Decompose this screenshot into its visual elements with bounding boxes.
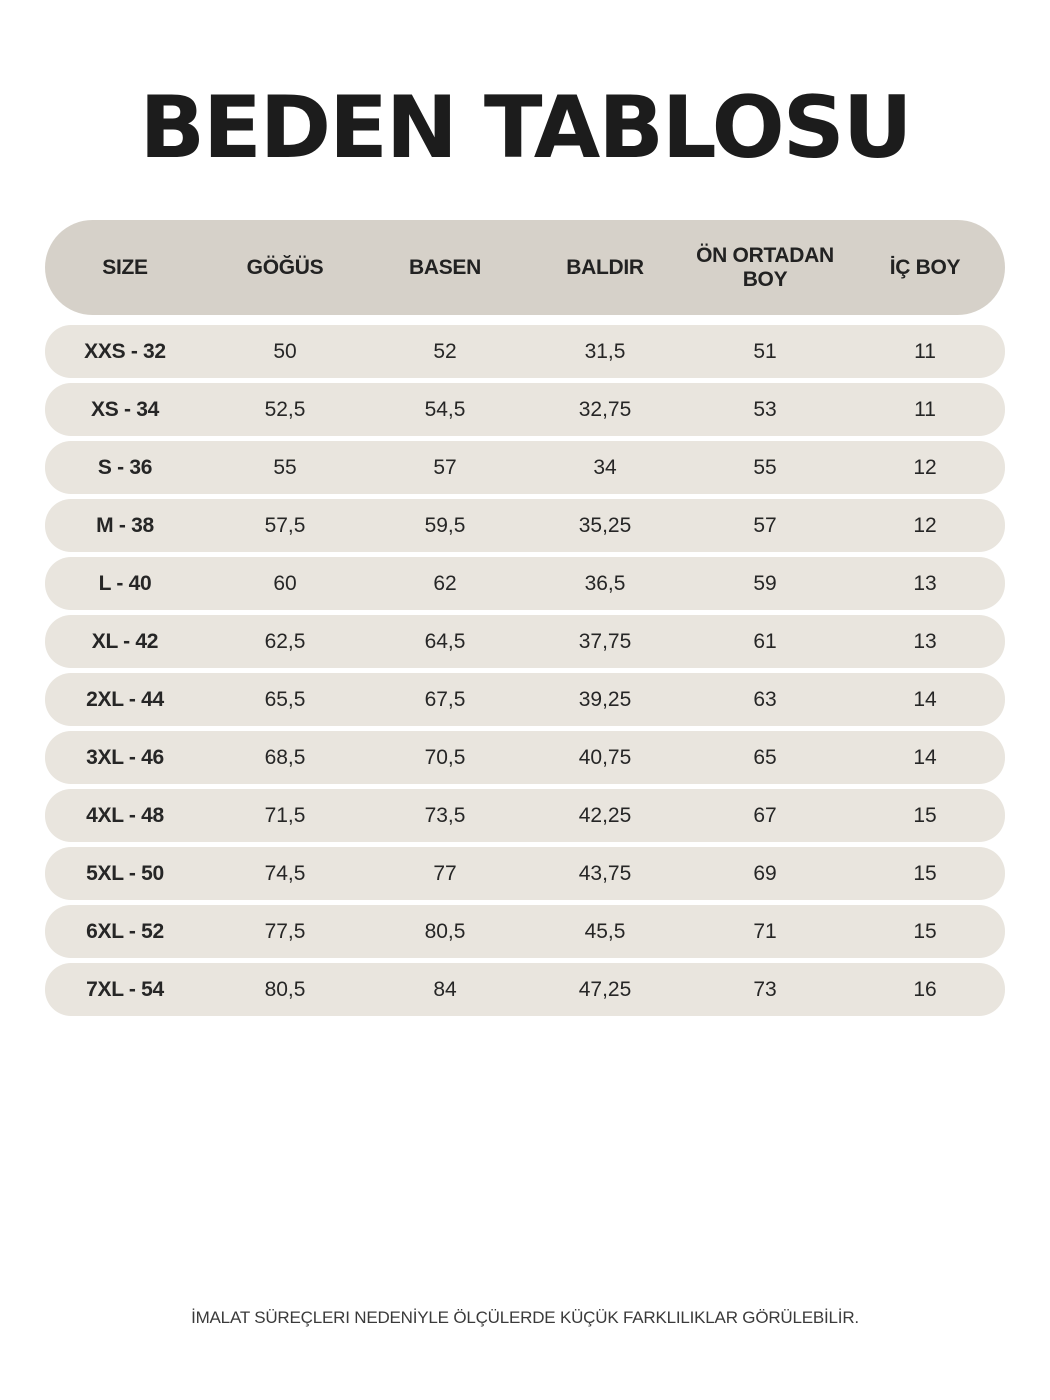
cell-on-ortadan-boy: 59 (753, 571, 777, 595)
cell-baldir: 32,75 (578, 397, 632, 421)
cell-size: 7XL - 54 (86, 977, 164, 1001)
cell-gogus: 68,5 (264, 745, 306, 769)
cell-gogus: 50 (273, 339, 297, 363)
cell-baldir: 37,75 (578, 629, 632, 653)
cell-gogus: 62,5 (264, 629, 306, 653)
cell-size: 3XL - 46 (86, 745, 164, 769)
cell-on-ortadan-boy: 57 (753, 513, 777, 537)
table-row (45, 673, 1005, 726)
cell-baldir: 43,75 (578, 861, 632, 885)
cell-basen: 64,5 (424, 629, 466, 653)
table-row (45, 441, 1005, 494)
cell-gogus: 55 (273, 455, 297, 479)
cell-gogus: 60 (273, 571, 297, 595)
table-row (45, 731, 1005, 784)
cell-basen: 77 (433, 861, 457, 885)
cell-baldir: 31,5 (584, 339, 626, 363)
header-baldir: BALDIR (566, 255, 644, 279)
cell-size: XS - 34 (91, 397, 159, 421)
cell-size: XXS - 32 (84, 339, 166, 363)
cell-gogus: 80,5 (264, 977, 306, 1001)
cell-ic-boy: 15 (913, 803, 937, 827)
cell-basen: 73,5 (424, 803, 466, 827)
table-header (45, 220, 1005, 315)
cell-size: S - 36 (97, 455, 153, 479)
cell-basen: 80,5 (424, 919, 466, 943)
table-body (45, 325, 1005, 1016)
cell-on-ortadan-boy: 61 (753, 629, 777, 653)
cell-on-ortadan-boy: 71 (753, 919, 777, 943)
cell-ic-boy: 14 (913, 687, 937, 711)
header-gogus: GÖĞÜS (246, 255, 324, 279)
cell-baldir: 35,25 (578, 513, 632, 537)
cell-on-ortadan-boy: 73 (753, 977, 777, 1001)
cell-gogus: 71,5 (264, 803, 306, 827)
cell-baldir: 45,5 (584, 919, 626, 943)
cell-ic-boy: 15 (913, 861, 937, 885)
cell-size: 2XL - 44 (86, 687, 164, 711)
table-row (45, 847, 1005, 900)
table-row (45, 615, 1005, 668)
table-row (45, 963, 1005, 1016)
cell-ic-boy: 13 (913, 629, 937, 653)
cell-ic-boy: 16 (913, 977, 937, 1001)
cell-gogus: 65,5 (264, 687, 306, 711)
cell-basen: 62 (433, 571, 457, 595)
cell-ic-boy: 13 (913, 571, 937, 595)
cell-ic-boy: 12 (913, 455, 937, 479)
cell-on-ortadan-boy: 65 (753, 745, 777, 769)
cell-basen: 67,5 (424, 687, 466, 711)
cell-ic-boy: 14 (913, 745, 937, 769)
table-row (45, 499, 1005, 552)
cell-on-ortadan-boy: 63 (753, 687, 777, 711)
cell-gogus: 52,5 (264, 397, 306, 421)
cell-gogus: 74,5 (264, 861, 306, 885)
cell-basen: 59,5 (424, 513, 466, 537)
cell-baldir: 42,25 (578, 803, 632, 827)
cell-ic-boy: 11 (914, 339, 936, 363)
cell-on-ortadan-boy: 55 (753, 455, 777, 479)
table-row (45, 905, 1005, 958)
table-row (45, 325, 1005, 378)
cell-basen: 70,5 (424, 745, 466, 769)
cell-baldir: 47,25 (578, 977, 632, 1001)
size-table (45, 220, 1005, 1021)
header-on-ortadan-boy: ÖN ORTADAN BOY (696, 243, 834, 291)
cell-ic-boy: 11 (914, 397, 936, 421)
cell-on-ortadan-boy: 69 (753, 861, 777, 885)
table-row (45, 557, 1005, 610)
page-title: BEDEN TABLOSU (139, 78, 911, 178)
cell-basen: 84 (433, 977, 457, 1001)
footnote: İMALAT SÜREÇLERI NEDENİYLE ÖLÇÜLERDE KÜÇÜK FARKLILIKLAR GÖRÜLEBİLİR. (191, 1308, 859, 1327)
cell-baldir: 34 (593, 455, 617, 479)
cell-baldir: 36,5 (584, 571, 626, 595)
table-row (45, 789, 1005, 842)
cell-basen: 54,5 (424, 397, 466, 421)
cell-gogus: 57,5 (264, 513, 306, 537)
cell-size: L - 40 (98, 571, 152, 595)
cell-size: 6XL - 52 (86, 919, 164, 943)
cell-baldir: 40,75 (578, 745, 632, 769)
cell-ic-boy: 12 (913, 513, 937, 537)
cell-size: XL - 42 (91, 629, 159, 653)
header-basen: BASEN (408, 255, 481, 279)
cell-baldir: 39,25 (578, 687, 632, 711)
cell-on-ortadan-boy: 51 (753, 339, 777, 363)
cell-size: M - 38 (96, 513, 154, 537)
header-size: SIZE (102, 255, 148, 279)
cell-size: 4XL - 48 (86, 803, 164, 827)
cell-on-ortadan-boy: 53 (753, 397, 777, 421)
cell-basen: 57 (433, 455, 457, 479)
table-row (45, 383, 1005, 436)
cell-basen: 52 (433, 339, 457, 363)
header-ic-boy: İÇ BOY (889, 255, 961, 279)
cell-size: 5XL - 50 (86, 861, 164, 885)
cell-ic-boy: 15 (913, 919, 937, 943)
cell-on-ortadan-boy: 67 (753, 803, 777, 827)
cell-gogus: 77,5 (264, 919, 306, 943)
